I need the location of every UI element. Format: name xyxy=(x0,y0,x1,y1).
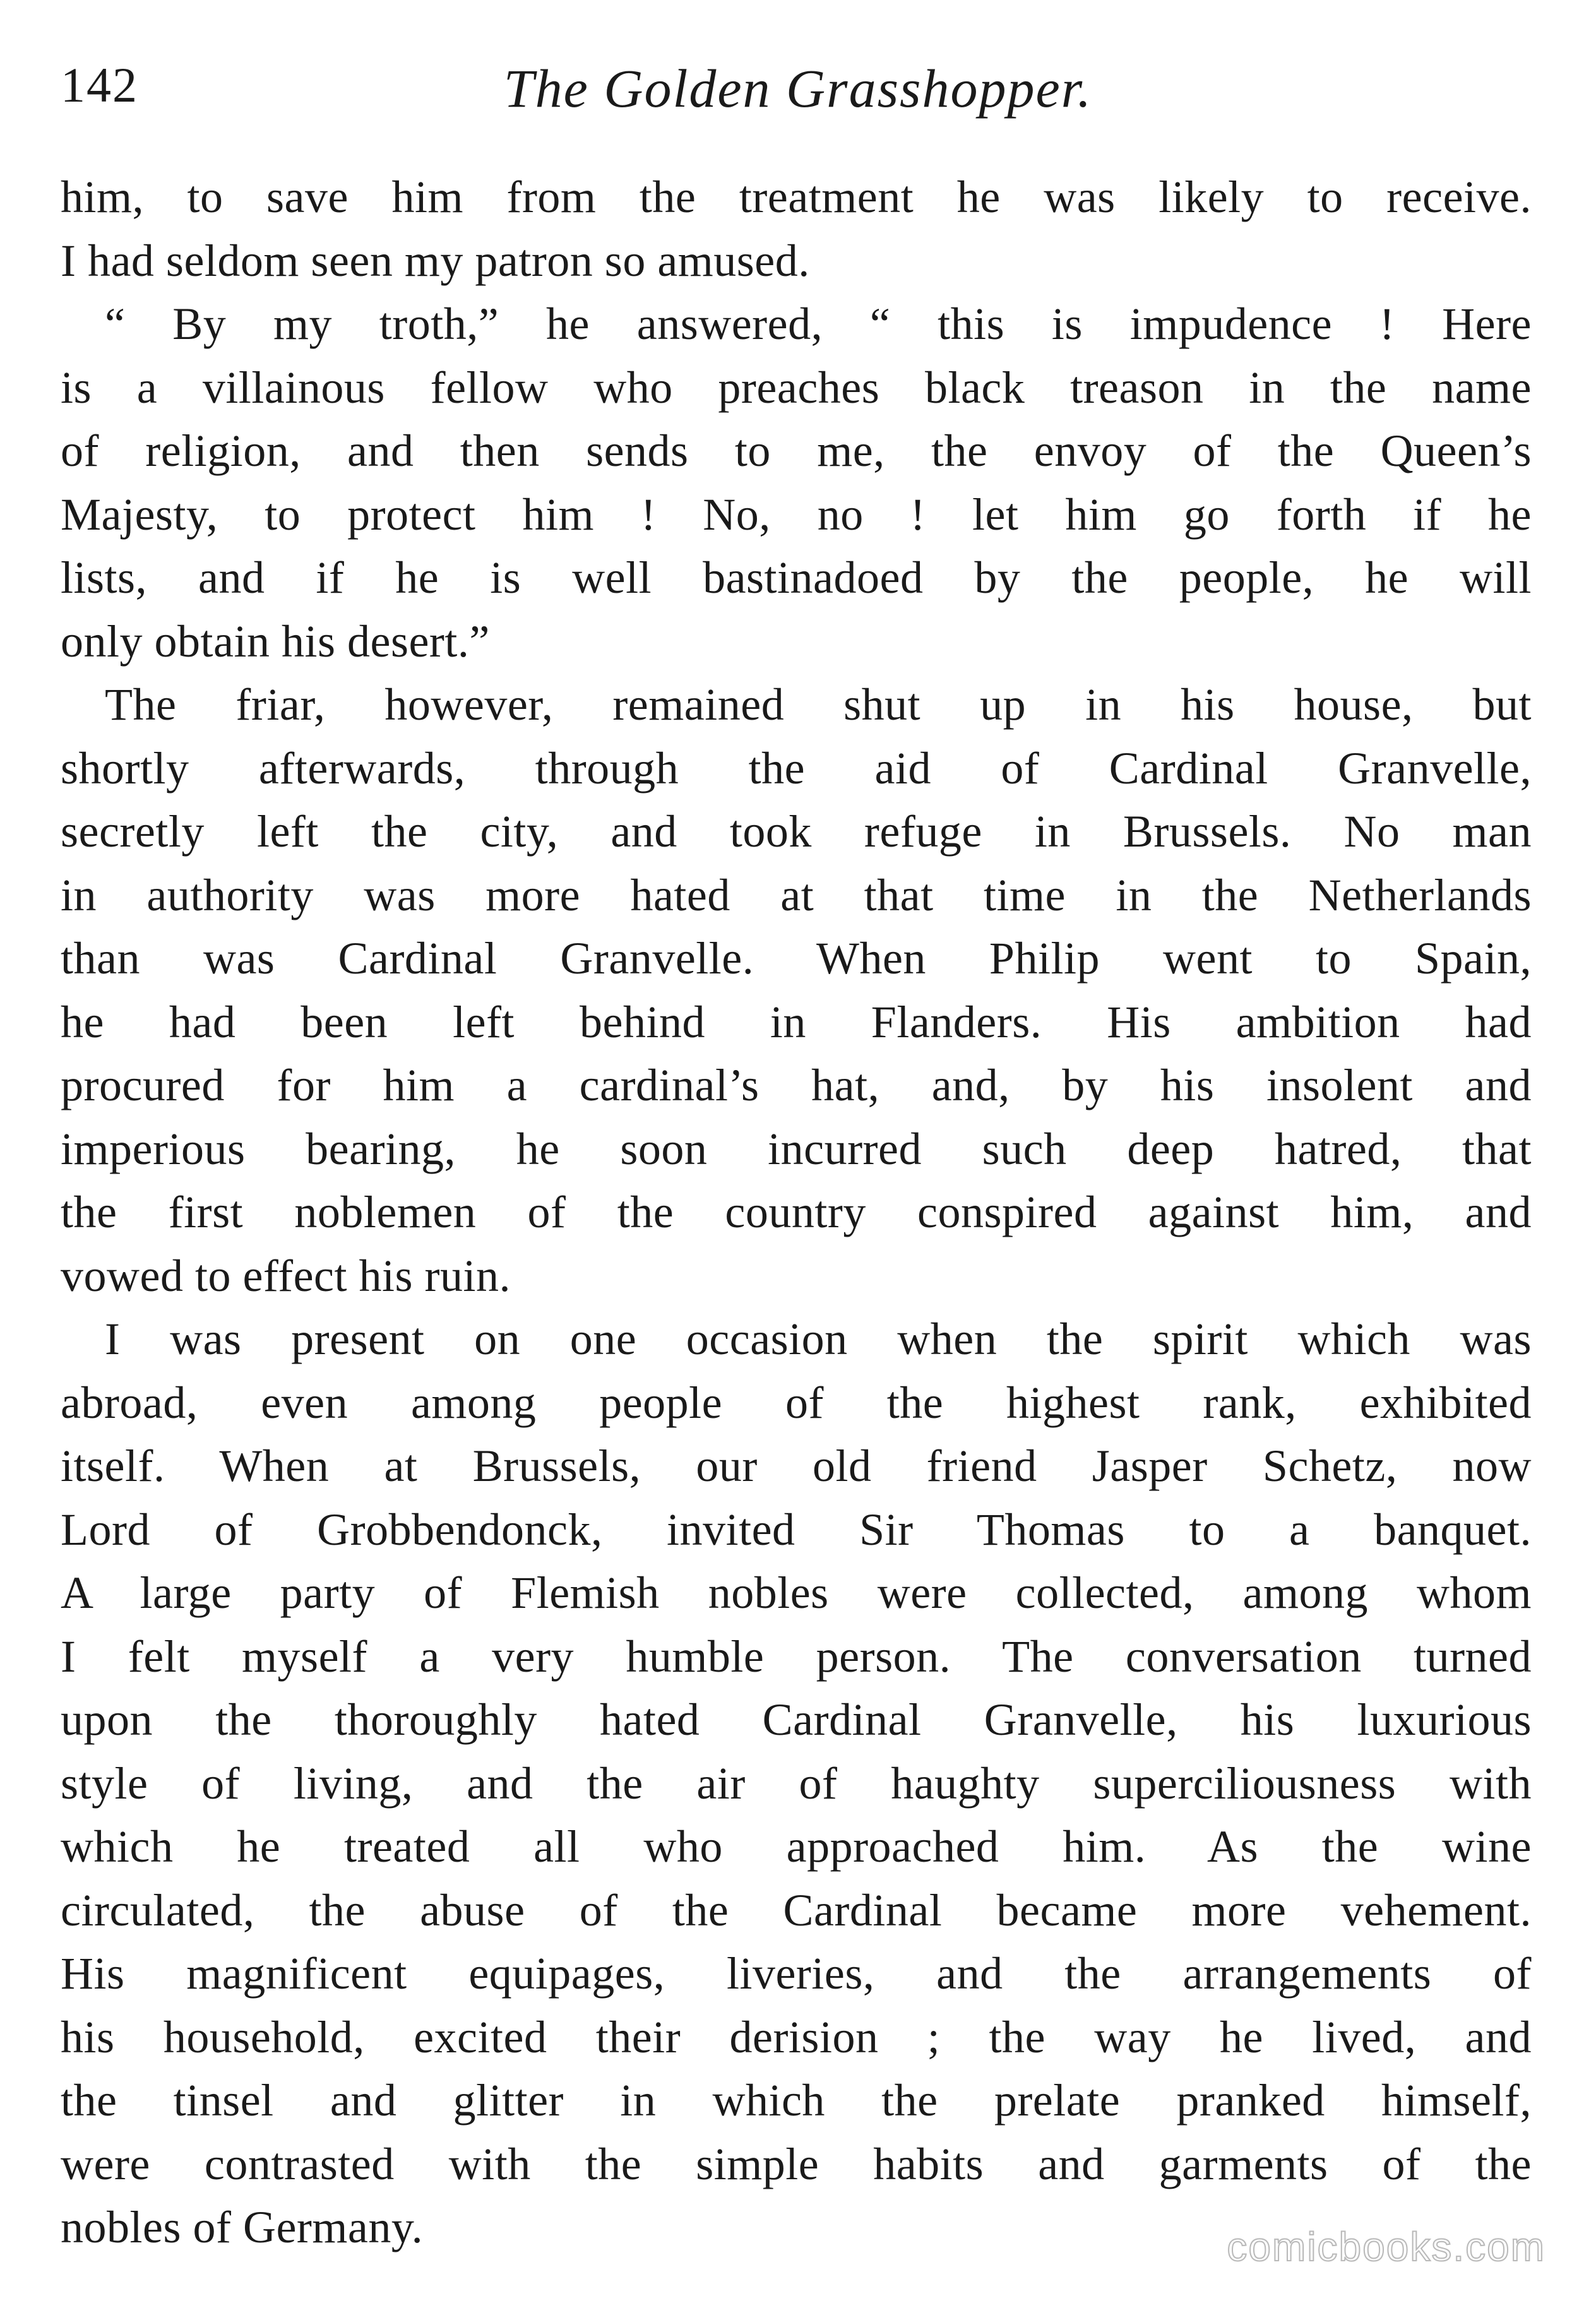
text-line: vowed to effect his ruin. xyxy=(61,1250,511,1301)
text-line: than was Cardinal Granvelle. When Philip went to Spain, xyxy=(61,933,1532,984)
page-header xyxy=(61,57,1535,133)
text-line: of religion, and then sends to me, the envoy of the Queen’s xyxy=(61,425,1532,476)
body-text xyxy=(61,165,1532,2259)
text-line: which he treated all who approached him. As the wine xyxy=(61,1821,1532,1872)
text-line: he had been left behind in Flanders. His ambition had xyxy=(61,996,1532,1047)
text-line: were contrasted with the simple habits and garments of the xyxy=(61,2138,1532,2189)
text-line: style of living, and the air of haughty superciliousness with xyxy=(61,1758,1532,1809)
text-line: in authority was more hated at that time in the Netherlands xyxy=(61,869,1532,920)
watermark-text: comicbooks.com xyxy=(1227,2224,1545,2269)
text-line: Lord of Grobbendonck, invited Sir Thomas to a banquet. xyxy=(61,1504,1532,1555)
text-line: his household, excited their derision ; the way he lived, and xyxy=(61,2011,1532,2062)
text-line: “ By my troth,” he answered, “ this is impudence ! Here xyxy=(105,299,1532,349)
text-line: abroad, even among people of the highest rank, exhibited xyxy=(61,1377,1532,1428)
text-line: the first noblemen of the country conspired against him, and xyxy=(61,1187,1532,1237)
text-line: A large party of Flemish nobles were collected, among whom xyxy=(61,1567,1532,1618)
text-line: him, to save him from the treatment he was likely to receive. xyxy=(61,172,1532,222)
text-line: shortly afterwards, through the aid of Cardinal Granvelle, xyxy=(61,742,1532,794)
text-line: the tinsel and glitter in which the prelate pranked himself, xyxy=(61,2075,1532,2126)
text-line: imperious bearing, he soon incurred such deep hatred, that xyxy=(61,1123,1532,1174)
text-line: The friar, however, remained shut up in his house, but xyxy=(105,679,1532,730)
text-line: is a villainous fellow who preaches black treason in the name xyxy=(61,362,1532,413)
text-line: I was present on one occasion when the spirit which was xyxy=(105,1314,1532,1364)
text-line: nobles of Germany. xyxy=(61,2202,424,2252)
text-line: procured for him a cardinal’s hat, and, by his insolent and xyxy=(61,1060,1532,1110)
running-title: The Golden Grasshopper. xyxy=(503,58,1093,119)
text-line: His magnificent equipages, liveries, and the arrangements of xyxy=(61,1948,1532,1999)
text-line: lists, and if he is well bastinadoed by the people, he will xyxy=(61,552,1532,603)
text-line: I felt myself a very humble person. The conversation turned xyxy=(61,1631,1532,1682)
text-line: I had seldom seen my patron so amused. xyxy=(61,235,810,286)
text-line: secretly left the city, and took refuge in Brussels. No man xyxy=(61,806,1532,857)
text-line: circulated, the abuse of the Cardinal became more vehement. xyxy=(61,1884,1532,1936)
text-line: itself. When at Brussels, our old friend Jasper Schetz, now xyxy=(61,1441,1532,1491)
text-line: upon the thoroughly hated Cardinal Granvelle, his luxurious xyxy=(61,1694,1532,1745)
text-line: only obtain his desert.” xyxy=(61,616,490,667)
text-line: Majesty, to protect him ! No, no ! let him go forth if he xyxy=(61,489,1532,540)
page-number: 142 xyxy=(61,57,138,112)
